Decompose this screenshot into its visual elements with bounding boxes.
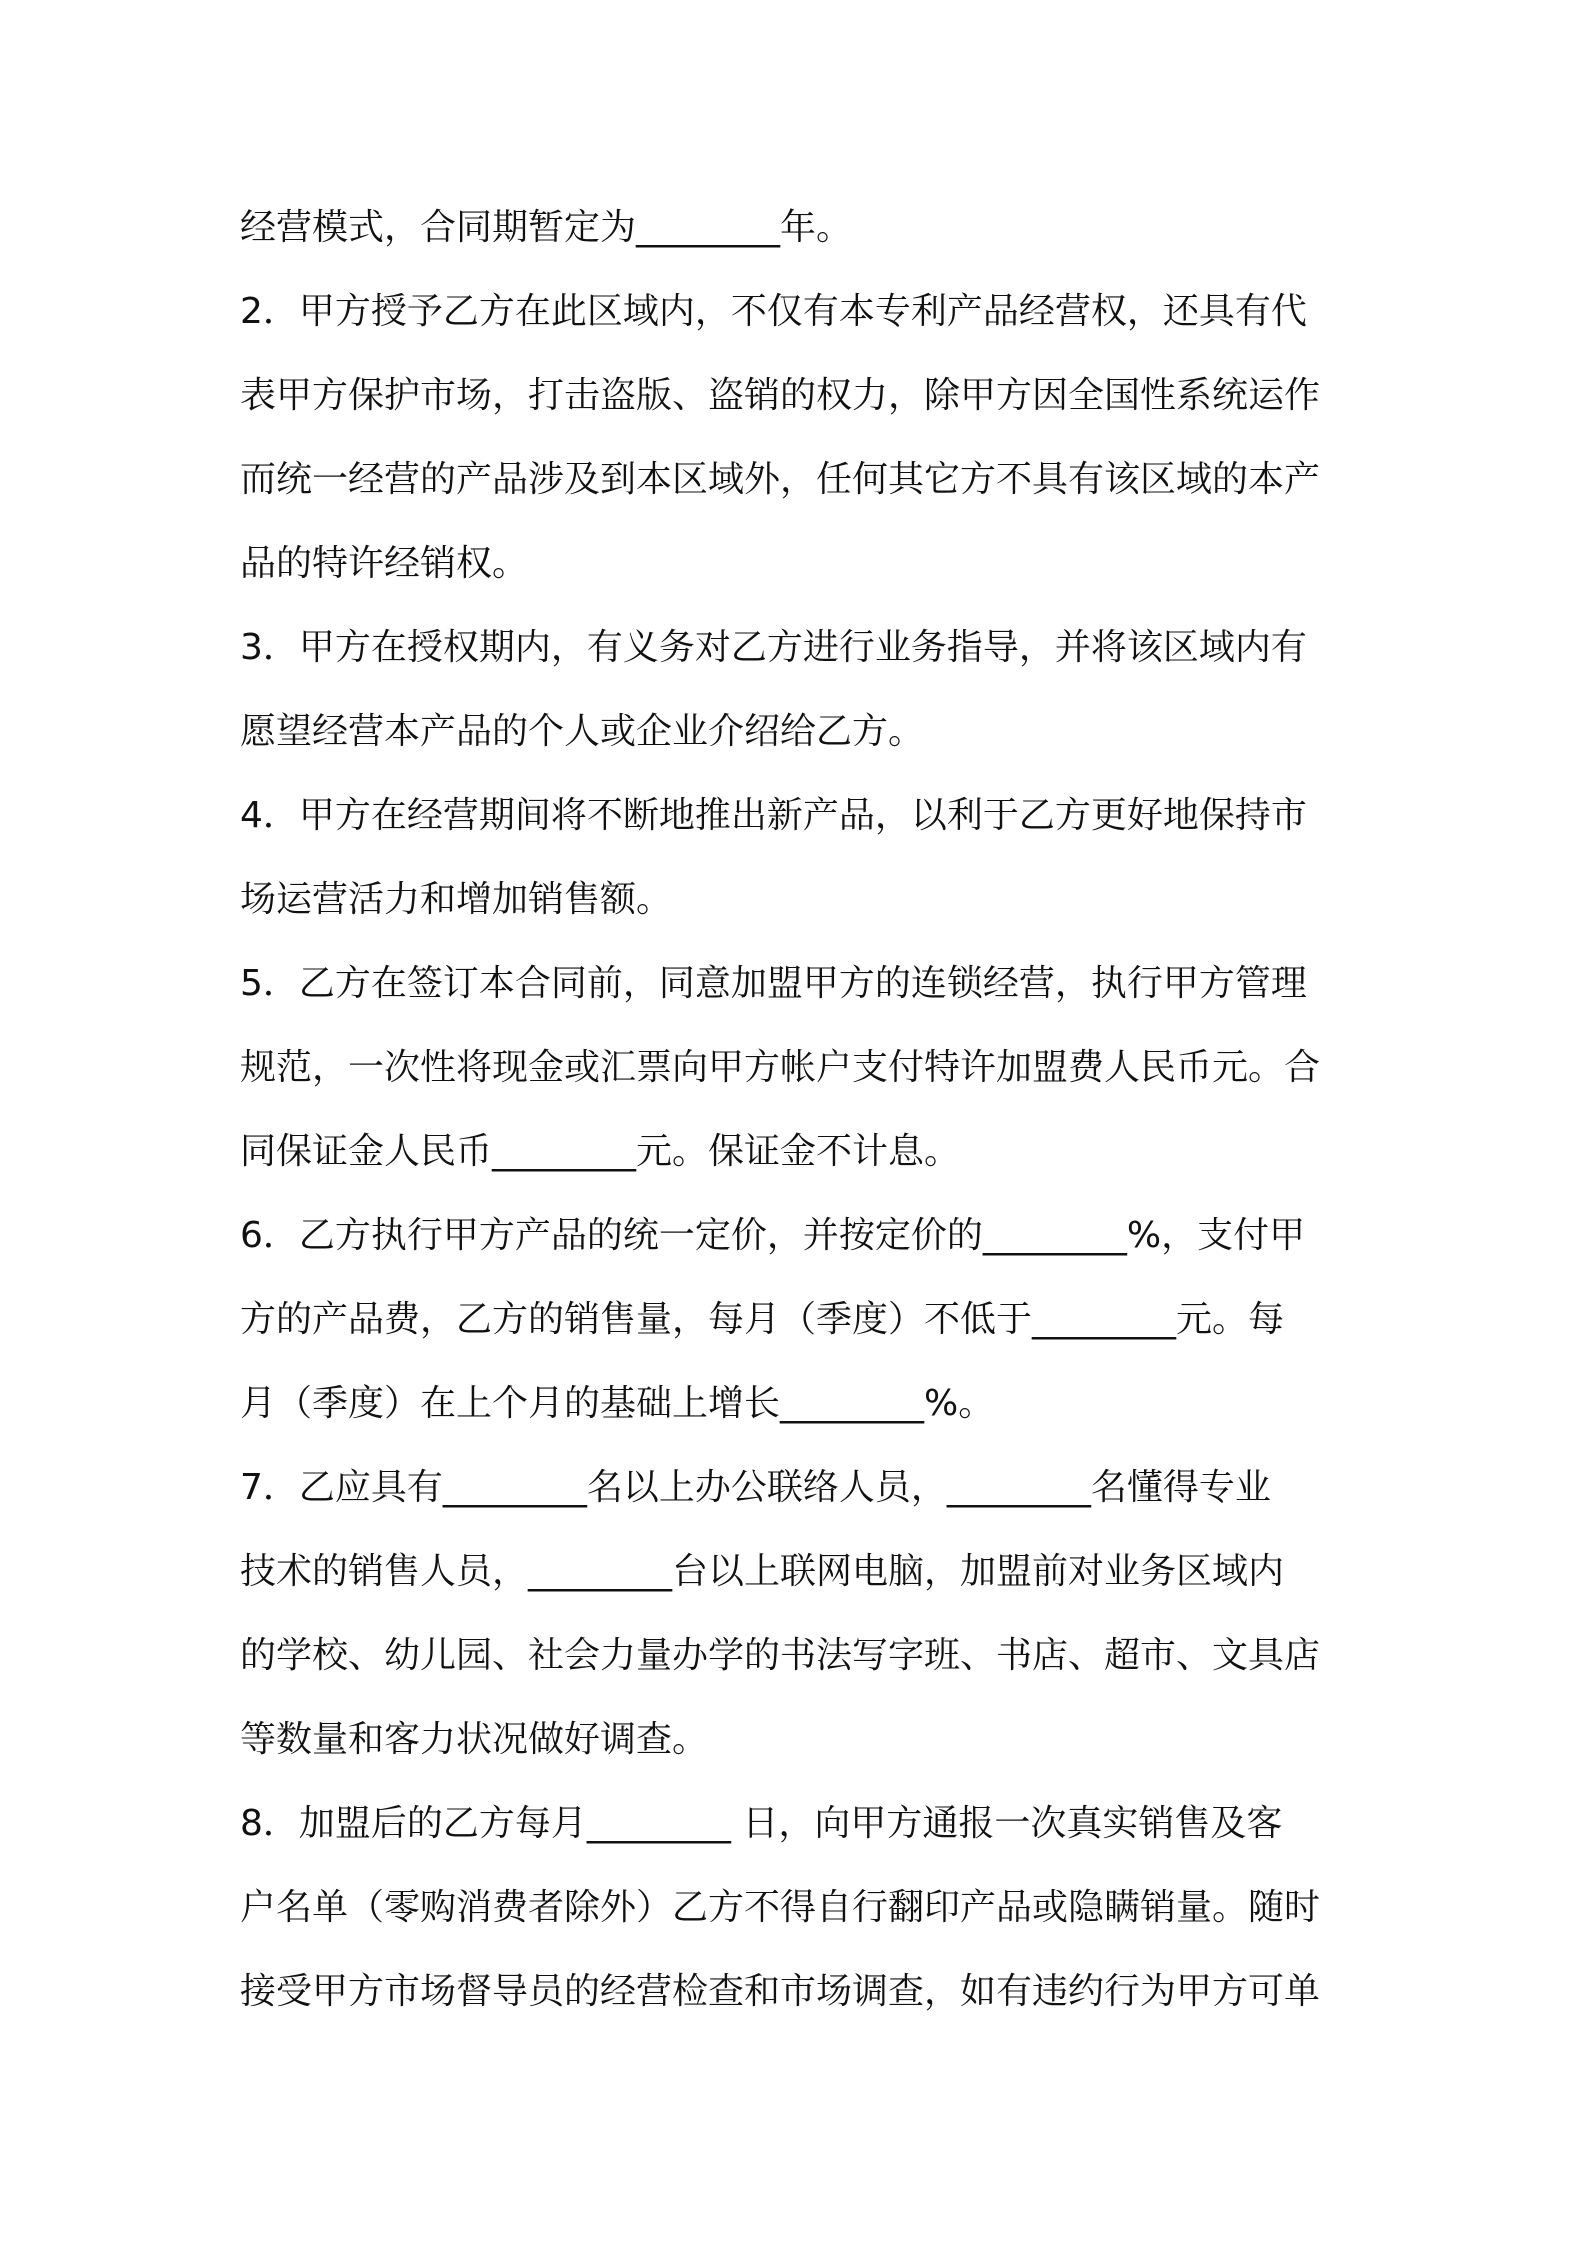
- text-line: 方的产品费，乙方的销售量，每月（季度）不低于________元。每: [240, 1299, 1285, 1340]
- text-line: 规范，一次性将现金或汇票向甲方帐户支付特许加盟费人民币元。合: [240, 1047, 1321, 1088]
- text-line: 8．加盟后的乙方每月________ 日，向甲方通报一次真实销售及客: [240, 1803, 1283, 1844]
- text-line: 7．乙应具有________名以上办公联络人员，________名懂得专业: [240, 1467, 1271, 1508]
- text-line: 品的特许经销权。: [240, 543, 529, 584]
- text-line: 5．乙方在签订本合同前，同意加盟甲方的连锁经营，执行甲方管理: [240, 963, 1307, 1004]
- text-line: 愿望经营本产品的个人或企业介绍给乙方。: [240, 711, 925, 752]
- text-line: 接受甲方市场督导员的经营检查和市场调查，如有违约行为甲方可单: [240, 1971, 1321, 2012]
- text-line: 同保证金人民币________元。保证金不计息。: [240, 1131, 961, 1172]
- text-line: 而统一经营的产品涉及到本区域外，任何其它方不具有该区域的本产: [240, 459, 1321, 500]
- text-line: 2．甲方授予乙方在此区域内，不仅有本专利产品经营权，还具有代: [240, 291, 1307, 332]
- text-line: 的学校、幼儿园、社会力量办学的书法写字班、书店、超市、文具店: [240, 1635, 1321, 1676]
- text-line: 3．甲方在授权期内，有义务对乙方进行业务指导，并将该区域内有: [240, 627, 1307, 668]
- text-line: 经营模式，合同期暂定为________年。: [240, 207, 853, 248]
- text-line: 4．甲方在经营期间将不断地推出新产品，以利于乙方更好地保持市: [240, 795, 1307, 836]
- text-line: 场运营活力和增加销售额。: [240, 879, 673, 920]
- text-line: 户名单（零购消费者除外）乙方不得自行翻印产品或隐瞒销量。随时: [240, 1887, 1321, 1928]
- text-line: 月（季度）在上个月的基础上增长________%。: [240, 1383, 995, 1424]
- text-line: 等数量和客力状况做好调查。: [240, 1719, 709, 1760]
- text-line: 6．乙方执行甲方产品的统一定价，并按定价的________%，支付甲: [240, 1215, 1306, 1256]
- text-line: 技术的销售人员，________台以上联网电脑，加盟前对业务区域内: [240, 1551, 1285, 1592]
- text-line: 表甲方保护市场，打击盗版、盗销的权力，除甲方因全国性系统运作: [240, 375, 1321, 416]
